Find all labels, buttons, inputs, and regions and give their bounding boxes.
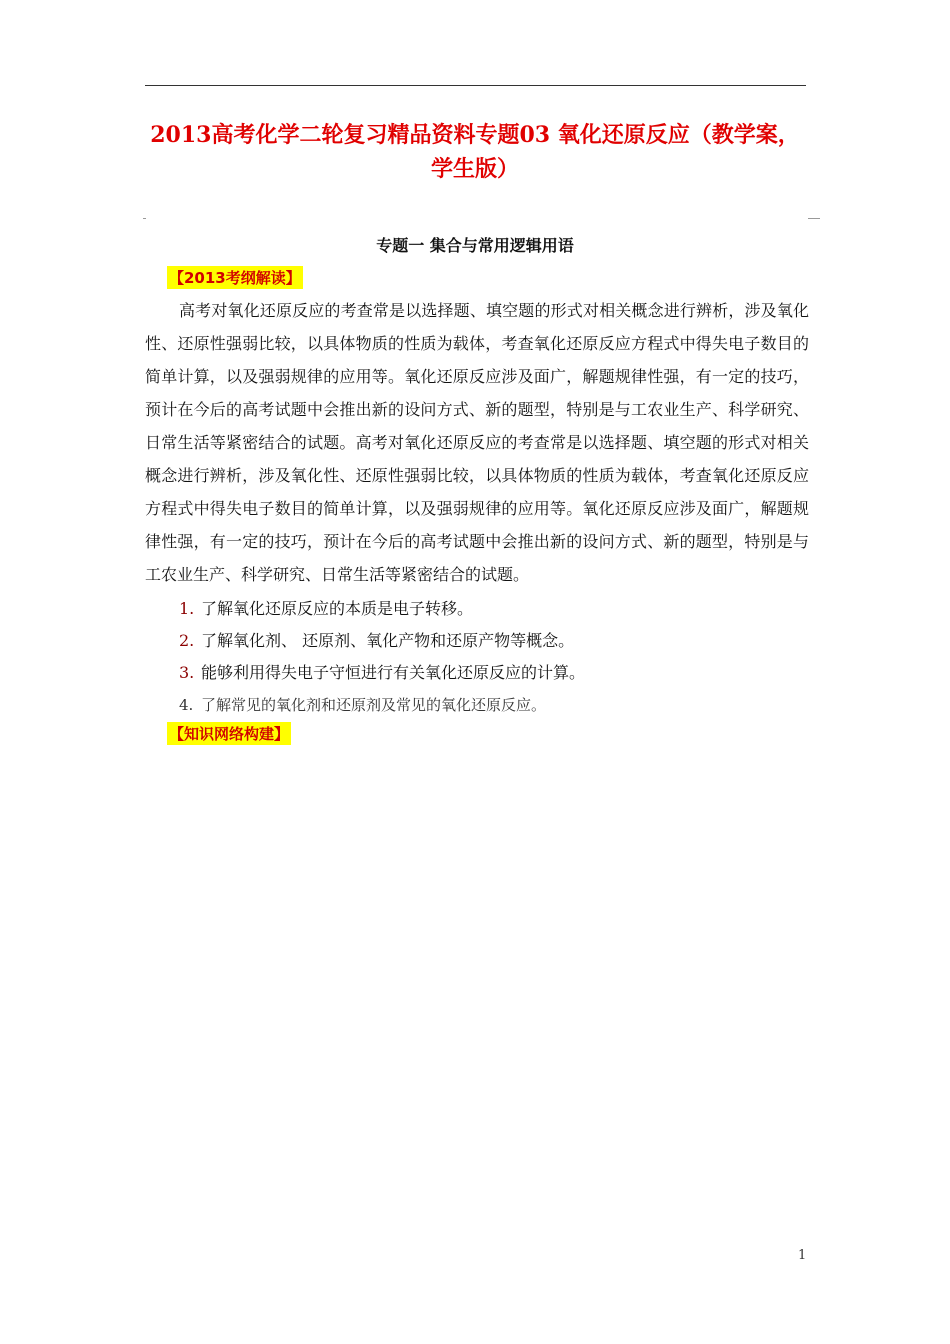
section-label-network: 【知识网络构建】 bbox=[167, 722, 291, 745]
body-paragraph: 高考对氧化还原反应的考查常是以选择题、填空题的形式对相关概念进行辨析，涉及氧化性、还原性强弱比较，以具体物质的性质为载体，考查氧化还原反应方程式中得失电子数目的简单计算，以及强弱规律的应用等。氧化还原反应涉及面广，解题规律性强，有一定的技巧，预计在今后的高考试题中会推出新的设问方式、新的题型，特别是与工农业生产、科学研究、日常生活等紧密结合的试题。高考对氧化还原反应的考查常是以选择题、填空题的形式对相关概念进行辨析，涉及氧化性、还原性强弱比较，以具体物质的性质为载体，考查氧化还原反应方程式中得失电子数目的简单计算，以及强弱规律的应用等。氧化还原反应涉及面广，解题规律性强，有一定的技巧，预计在今后的高考试题中会推出新的设问方式、新的题型，特别是与工农业生产、科学研究、日常生活等紧密结合的试题。 bbox=[145, 301, 809, 584]
list-item-text: 了解氧化还原反应的本质是电子转移。 bbox=[201, 599, 474, 618]
header-rule bbox=[145, 85, 806, 86]
document-title: 2013高考化学二轮复习精品资料专题03 氧化还原反应（教学案，学生版） bbox=[150, 122, 800, 182]
list-item-number: 2. bbox=[179, 631, 195, 650]
list-item-text: 了解常见的氧化剂和还原剂及常见的氧化还原反应。 bbox=[201, 696, 547, 714]
list-item bbox=[179, 593, 809, 625]
list-item-number: 1. bbox=[179, 599, 195, 618]
corner-mark-left bbox=[143, 218, 146, 219]
topic-subtitle: 专题一 集合与常用逻辑用语 bbox=[376, 236, 574, 255]
section-label-outline: 【2013考纲解读】 bbox=[167, 266, 303, 289]
page-number: 1 bbox=[798, 1248, 807, 1263]
list-item bbox=[179, 657, 809, 689]
list-item-number: 4. bbox=[179, 696, 194, 714]
list-item-number: 3. bbox=[179, 663, 195, 682]
list-item bbox=[179, 689, 809, 721]
list-item-text: 能够利用得失电子守恒进行有关氧化还原反应的计算。 bbox=[201, 663, 586, 682]
list-item bbox=[179, 625, 809, 657]
list-item-text: 了解氧化剂、 还原剂、氧化产物和还原产物等概念。 bbox=[201, 631, 575, 650]
objectives-list bbox=[179, 593, 809, 721]
corner-mark-right bbox=[808, 218, 820, 219]
